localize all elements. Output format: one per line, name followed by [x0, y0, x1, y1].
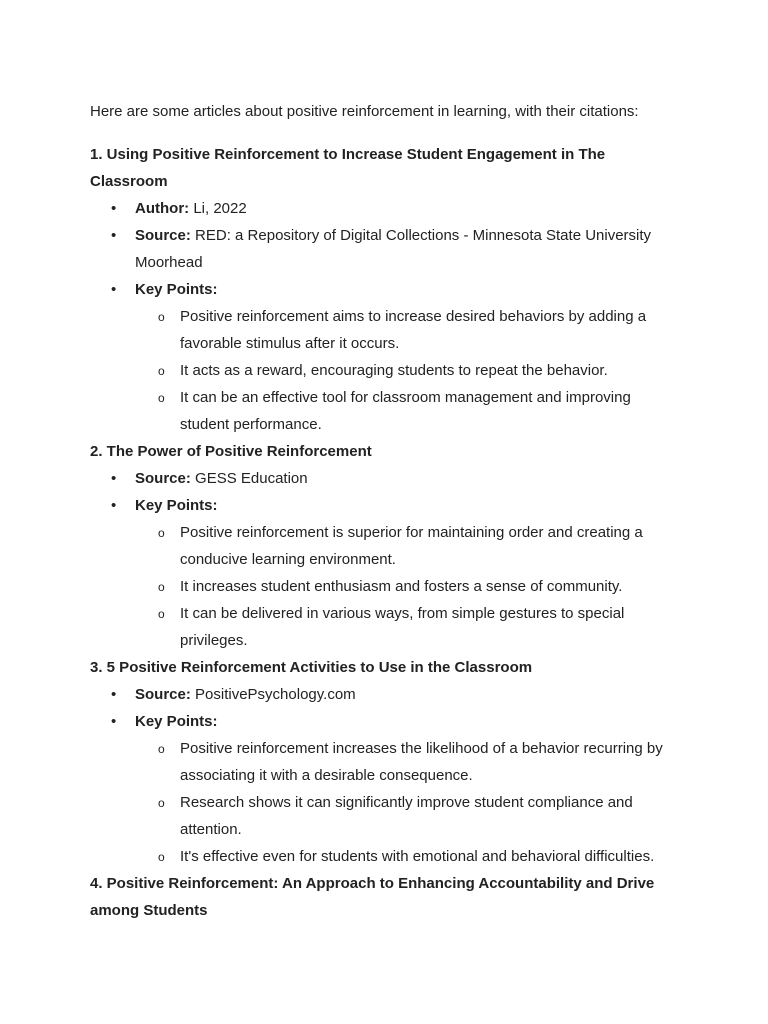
circle-bullet-icon: o	[158, 607, 165, 621]
key-point-text: It acts as a reward, encouraging students to repeat the behavior.	[180, 362, 608, 379]
circle-bullet-icon: o	[158, 310, 165, 324]
key-point	[135, 843, 680, 870]
key-point-text: It can be an effective tool for classroom management and improving student performance.	[180, 389, 631, 433]
key-point	[135, 357, 680, 384]
bullet-icon: •	[111, 713, 117, 730]
bullet-icon: •	[111, 227, 117, 244]
key-point	[135, 384, 680, 438]
source-value: PositivePsychology.com	[195, 686, 356, 703]
source-item	[90, 681, 680, 708]
source-item	[90, 465, 680, 492]
circle-bullet-icon: o	[158, 364, 165, 378]
article-title: 3. 5 Positive Reinforcement Activities to Use in the Classroom	[90, 659, 533, 676]
source-item	[90, 222, 680, 276]
key-point-text: Positive reinforcement increases the likelihood of a behavior recurring by associating it with a desirable consequence.	[180, 740, 663, 784]
key-point	[135, 303, 680, 357]
key-point	[135, 519, 680, 573]
author-value: Li, 2022	[193, 200, 247, 217]
key-point	[135, 600, 680, 654]
circle-bullet-icon: o	[158, 742, 165, 756]
circle-bullet-icon: o	[158, 850, 165, 864]
key-points-label: Key Points:	[135, 497, 218, 514]
bullet-icon: •	[111, 200, 117, 217]
key-point-text: It's effective even for students with emotional and behavioral difficulties.	[180, 848, 655, 865]
key-point-text: Positive reinforcement aims to increase desired behaviors by adding a favorable stimulus after it occurs.	[180, 308, 647, 352]
article-2	[90, 438, 680, 654]
key-points-label: Key Points:	[135, 281, 218, 298]
author-item	[90, 195, 680, 222]
source-value: GESS Education	[195, 470, 308, 487]
key-point-text: Research shows it can significantly improve student compliance and attention.	[180, 794, 633, 838]
key-point-text: It can be delivered in various ways, from simple gestures to special privileges.	[180, 605, 625, 649]
source-label: Source:	[135, 227, 191, 244]
key-points-list	[135, 735, 680, 870]
article-3	[90, 654, 680, 870]
author-label: Author:	[135, 200, 190, 217]
article-meta-list	[90, 681, 680, 870]
article-meta-list	[90, 465, 680, 654]
article-title: 1. Using Positive Reinforcement to Increase Student Engagement in The Classroom	[90, 146, 606, 190]
bullet-icon: •	[111, 686, 117, 703]
key-point	[135, 735, 680, 789]
circle-bullet-icon: o	[158, 526, 165, 540]
key-points-list	[135, 303, 680, 438]
key-points-label: Key Points:	[135, 713, 218, 730]
article-4	[90, 870, 680, 924]
circle-bullet-icon: o	[158, 796, 165, 810]
key-point	[135, 573, 680, 600]
bullet-icon: •	[111, 281, 117, 298]
bullet-icon: •	[111, 497, 117, 514]
article-title: 2. The Power of Positive Reinforcement	[90, 443, 372, 460]
key-points-item	[90, 492, 680, 654]
source-label: Source:	[135, 686, 191, 703]
article-meta-list	[90, 195, 680, 438]
article-list	[90, 141, 680, 924]
circle-bullet-icon: o	[158, 580, 165, 594]
source-label: Source:	[135, 470, 191, 487]
key-point-text: It increases student enthusiasm and fosters a sense of community.	[180, 578, 623, 595]
intro-text: Here are some articles about positive reinforcement in learning, with their citations:	[90, 103, 639, 120]
bullet-icon: •	[111, 470, 117, 487]
key-points-list	[135, 519, 680, 654]
article-title: 4. Positive Reinforcement: An Approach to Enhancing Accountability and Drive among Students	[90, 875, 655, 919]
article-1	[90, 141, 680, 438]
source-value: RED: a Repository of Digital Collections - Minnesota State University Moorhead	[135, 227, 652, 271]
key-point	[135, 789, 680, 843]
key-points-item	[90, 708, 680, 870]
key-point-text: Positive reinforcement is superior for maintaining order and creating a conducive learning environment.	[180, 524, 643, 568]
key-points-item	[90, 276, 680, 438]
circle-bullet-icon: o	[158, 391, 165, 405]
